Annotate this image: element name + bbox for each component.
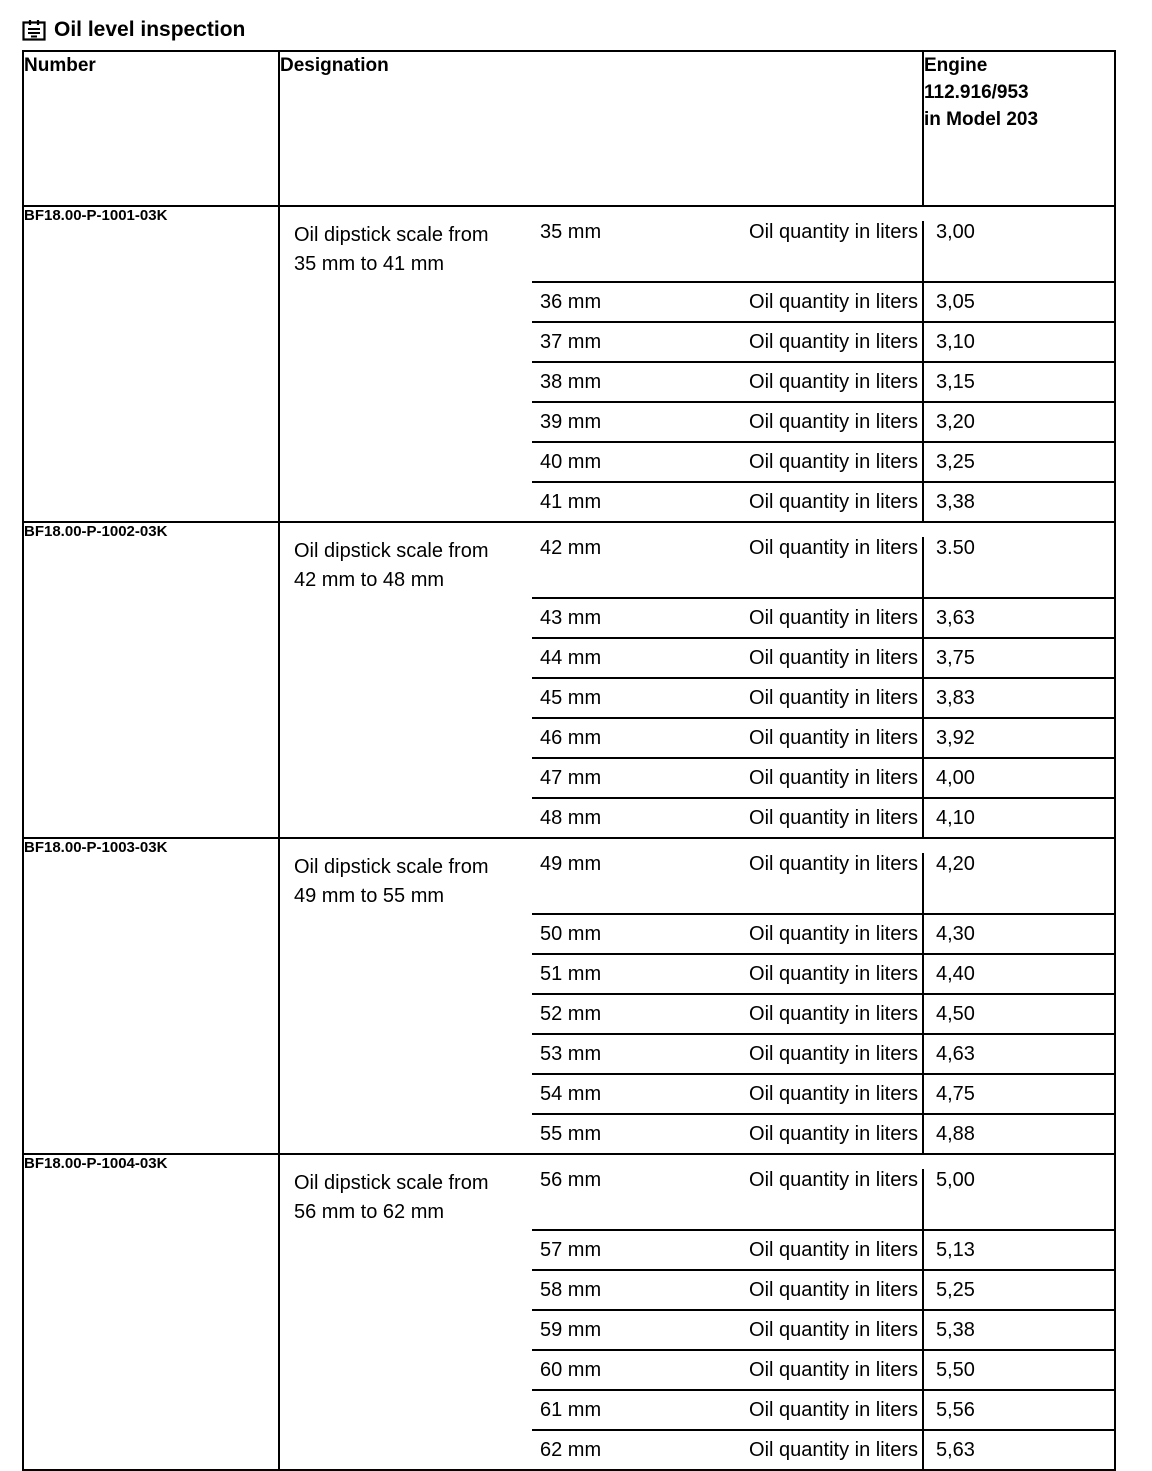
part-number: BF18.00-P-1003-03K: [23, 838, 279, 1154]
header-engine: [923, 51, 1115, 206]
scale-row: [532, 599, 1114, 639]
oil-quantity-label: Oil quantity in liters: [712, 1431, 924, 1469]
scale-row: [532, 1115, 1114, 1153]
oil-quantity-label: Oil quantity in liters: [712, 995, 924, 1033]
oil-quantity-value: 3,83: [936, 686, 975, 709]
designation-line2: 35 mm to 41 mm: [294, 253, 445, 275]
scale-list: [532, 523, 1114, 837]
scale-row: [532, 283, 1114, 323]
oil-quantity-label: Oil quantity in liters: [712, 599, 924, 637]
scale-row: [532, 639, 1114, 679]
dipstick-mm: 56 mm: [540, 1169, 602, 1191]
header-engine-line3: in Model 203: [924, 109, 1039, 130]
oil-quantity-value: 3,05: [936, 290, 975, 313]
table-header-row: [23, 51, 1115, 206]
dipstick-mm: 43 mm: [540, 606, 602, 629]
scale-list: [532, 207, 1114, 521]
oil-quantity-value: 4,20: [936, 853, 975, 875]
scale-row: [532, 483, 1114, 521]
dipstick-mm: 35 mm: [540, 221, 602, 243]
scale-row: [532, 363, 1114, 403]
scale-row: [532, 839, 1114, 915]
oil-quantity-label: Oil quantity in liters: [712, 323, 924, 361]
scale-row: [532, 403, 1114, 443]
oil-quantity-label: Oil quantity in liters: [712, 221, 924, 281]
oil-quantity-value: 4,40: [936, 962, 975, 985]
oil-quantity-label: Oil quantity in liters: [712, 403, 924, 441]
dipstick-mm: 61 mm: [540, 1398, 602, 1421]
designation-cell: [279, 1154, 1115, 1470]
dipstick-mm: 46 mm: [540, 726, 602, 749]
oil-quantity-label: Oil quantity in liters: [712, 1311, 924, 1349]
dipstick-mm: 47 mm: [540, 766, 602, 789]
dipstick-mm: 49 mm: [540, 853, 602, 875]
scale-row: [532, 955, 1114, 995]
dipstick-mm: 48 mm: [540, 806, 602, 829]
scale-list: [532, 1155, 1114, 1469]
part-number: BF18.00-P-1002-03K: [23, 522, 279, 838]
oil-quantity-value: 5,38: [936, 1318, 975, 1341]
scale-row: [532, 323, 1114, 363]
oil-quantity-label: Oil quantity in liters: [712, 679, 924, 717]
oil-quantity-value: 3,25: [936, 450, 975, 473]
oil-quantity-label: Oil quantity in liters: [712, 1271, 924, 1309]
designation-line1: Oil dipstick scale from: [294, 1172, 489, 1194]
scale-row: [532, 1075, 1114, 1115]
oil-quantity-value: 5,25: [936, 1278, 975, 1301]
designation-line1: Oil dipstick scale from: [294, 540, 489, 562]
designation-text: [280, 1155, 532, 1469]
oil-quantity-label: Oil quantity in liters: [712, 283, 924, 321]
dipstick-mm: 42 mm: [540, 537, 602, 559]
dipstick-mm: 45 mm: [540, 686, 602, 709]
oil-quantity-label: Oil quantity in liters: [712, 363, 924, 401]
scale-row: [532, 1155, 1114, 1231]
oil-quantity-label: Oil quantity in liters: [712, 1231, 924, 1269]
oil-quantity-label: Oil quantity in liters: [712, 1035, 924, 1073]
part-number: BF18.00-P-1001-03K: [23, 206, 279, 522]
scale-row: [532, 1351, 1114, 1391]
group-row: [23, 522, 1115, 838]
oil-quantity-value: 3,63: [936, 606, 975, 629]
page-title: [22, 14, 245, 46]
oil-quantity-value: 5,00: [936, 1169, 975, 1191]
oil-quantity-value: 4,10: [936, 806, 975, 829]
header-engine-line1: Engine: [924, 55, 988, 76]
scale-row: [532, 443, 1114, 483]
oil-quantity-value: 5,13: [936, 1238, 975, 1261]
dipstick-mm: 50 mm: [540, 922, 602, 945]
designation-text: [280, 207, 532, 521]
part-number: BF18.00-P-1004-03K: [23, 1154, 279, 1470]
dipstick-mm: 60 mm: [540, 1358, 602, 1381]
oil-quantity-value: 4,63: [936, 1042, 975, 1065]
oil-quantity-value: 3,20: [936, 410, 975, 433]
dipstick-mm: 59 mm: [540, 1318, 602, 1341]
scale-row: [532, 679, 1114, 719]
oil-quantity-label: Oil quantity in liters: [712, 1351, 924, 1389]
oil-quantity-label: Oil quantity in liters: [712, 483, 924, 521]
oil-quantity-label: Oil quantity in liters: [712, 1075, 924, 1113]
oil-level-table: [22, 50, 1116, 1471]
header-engine-line2: 112.916/953: [924, 82, 1029, 103]
designation-line1: Oil dipstick scale from: [294, 856, 489, 878]
header-designation: Designation: [279, 51, 923, 206]
oil-quantity-value: 3,10: [936, 330, 975, 353]
dipstick-mm: 54 mm: [540, 1082, 602, 1105]
scale-row: [532, 759, 1114, 799]
designation-line2: 56 mm to 62 mm: [294, 1201, 445, 1223]
designation-text: [280, 839, 532, 1153]
oil-quantity-label: Oil quantity in liters: [712, 853, 924, 913]
designation-line2: 49 mm to 55 mm: [294, 885, 445, 907]
document-icon: [22, 19, 46, 41]
oil-quantity-value: 3,15: [936, 370, 975, 393]
dipstick-mm: 41 mm: [540, 490, 602, 513]
dipstick-mm: 40 mm: [540, 450, 602, 473]
group-row: [23, 1154, 1115, 1470]
oil-quantity-label: Oil quantity in liters: [712, 537, 924, 597]
dipstick-mm: 52 mm: [540, 1002, 602, 1025]
oil-quantity-value: 4,30: [936, 922, 975, 945]
designation-cell: [279, 522, 1115, 838]
dipstick-mm: 58 mm: [540, 1278, 602, 1301]
oil-quantity-value: 3,38: [936, 490, 975, 513]
page-title-text: Oil level inspection: [54, 18, 246, 41]
scale-row: [532, 1231, 1114, 1271]
dipstick-mm: 36 mm: [540, 290, 602, 313]
oil-quantity-value: 3,00: [936, 221, 975, 243]
oil-quantity-label: Oil quantity in liters: [712, 443, 924, 481]
group-row: [23, 206, 1115, 522]
dipstick-mm: 55 mm: [540, 1122, 602, 1145]
dipstick-mm: 62 mm: [540, 1438, 602, 1461]
scale-row: [532, 1431, 1114, 1469]
oil-quantity-label: Oil quantity in liters: [712, 759, 924, 797]
oil-quantity-value: 3,75: [936, 646, 975, 669]
oil-quantity-value: 4,75: [936, 1082, 975, 1105]
scale-row: [532, 523, 1114, 599]
scale-row: [532, 799, 1114, 837]
oil-quantity-label: Oil quantity in liters: [712, 1115, 924, 1153]
oil-quantity-value: 5,56: [936, 1398, 975, 1421]
group-row: [23, 838, 1115, 1154]
dipstick-mm: 57 mm: [540, 1238, 602, 1261]
oil-quantity-label: Oil quantity in liters: [712, 1391, 924, 1429]
designation-text: [280, 523, 532, 837]
oil-quantity-label: Oil quantity in liters: [712, 955, 924, 993]
scale-row: [532, 995, 1114, 1035]
oil-quantity-value: 4,50: [936, 1002, 975, 1025]
oil-quantity-value: 5,63: [936, 1438, 975, 1461]
scale-row: [532, 1271, 1114, 1311]
scale-row: [532, 1035, 1114, 1075]
oil-quantity-value: 3.50: [936, 537, 975, 559]
header-number: Number: [23, 51, 279, 206]
designation-cell: [279, 838, 1115, 1154]
scale-row: [532, 719, 1114, 759]
dipstick-mm: 44 mm: [540, 646, 602, 669]
oil-quantity-label: Oil quantity in liters: [712, 799, 924, 837]
dipstick-mm: 38 mm: [540, 370, 602, 393]
scale-row: [532, 207, 1114, 283]
designation-line1: Oil dipstick scale from: [294, 224, 489, 246]
oil-quantity-label: Oil quantity in liters: [712, 639, 924, 677]
dipstick-mm: 39 mm: [540, 410, 602, 433]
oil-quantity-value: 5,50: [936, 1358, 975, 1381]
oil-quantity-label: Oil quantity in liters: [712, 915, 924, 953]
dipstick-mm: 51 mm: [540, 962, 602, 985]
scale-row: [532, 1311, 1114, 1351]
oil-quantity-label: Oil quantity in liters: [712, 719, 924, 757]
designation-cell: [279, 206, 1115, 522]
oil-quantity-value: 4,88: [936, 1122, 975, 1145]
dipstick-mm: 53 mm: [540, 1042, 602, 1065]
oil-quantity-value: 3,92: [936, 726, 975, 749]
scale-row: [532, 1391, 1114, 1431]
oil-quantity-label: Oil quantity in liters: [712, 1169, 924, 1229]
dipstick-mm: 37 mm: [540, 330, 602, 353]
designation-line2: 42 mm to 48 mm: [294, 569, 445, 591]
scale-row: [532, 915, 1114, 955]
scale-list: [532, 839, 1114, 1153]
oil-quantity-value: 4,00: [936, 766, 975, 789]
